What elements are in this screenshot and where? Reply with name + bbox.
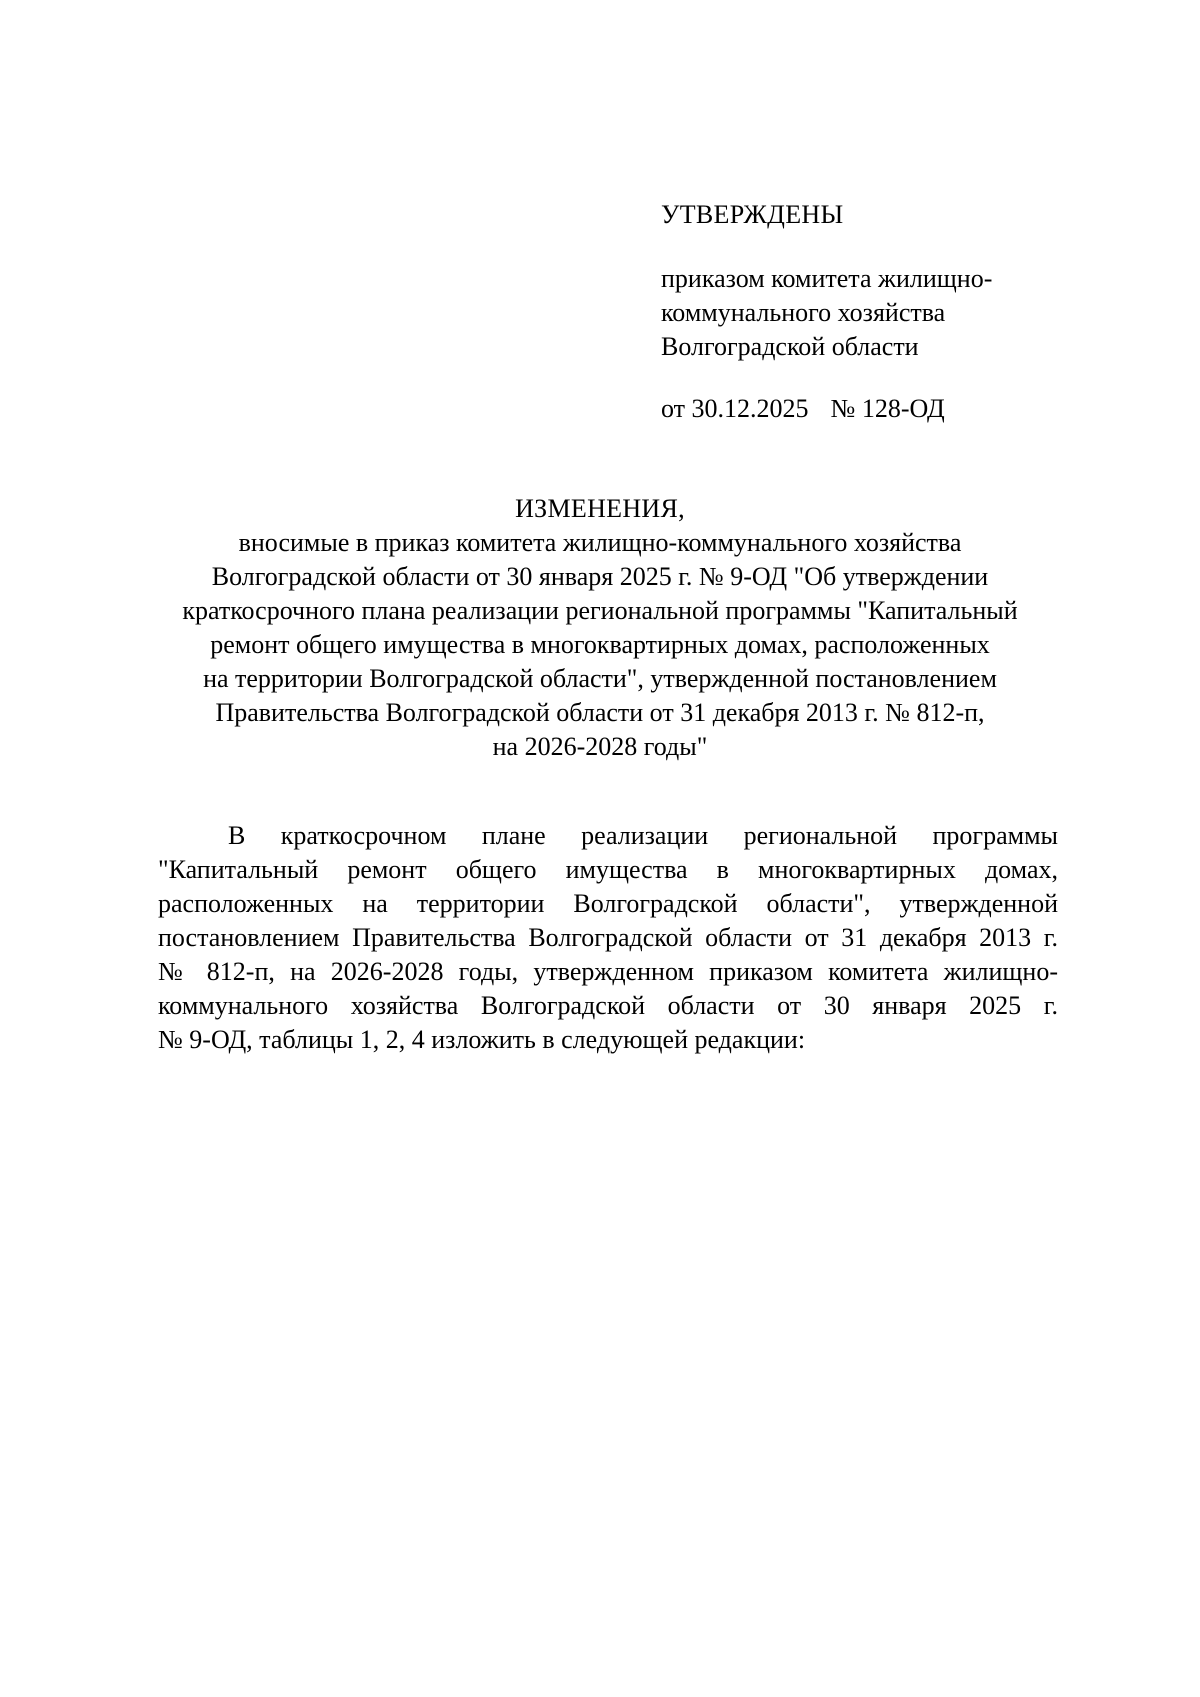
heading-line: краткосрочного плана реализации региональной программы "Капитальный [182, 596, 1018, 625]
approval-authority-line: Волгоградской области [661, 332, 919, 361]
approval-authority-line: приказом комитета жилищно- [661, 264, 993, 293]
approval-authority [661, 262, 1081, 364]
approval-number: № 128-ОД [830, 394, 945, 423]
approval-date: от 30.12.2025 [661, 394, 809, 423]
document-title: ИЗМЕНЕНИЯ, [515, 494, 685, 523]
body-line: В краткосрочном плане реализации региональной программы [228, 821, 1058, 850]
body-line: коммунального хозяйства Волгоградской области от 30 января 2025 г. [158, 991, 1058, 1020]
heading-line: Волгоградской области от 30 января 2025 г. № 9-ОД "Об утверждении [211, 562, 989, 591]
body-line: № 812-п, на 2026-2028 годы, утвержденном приказом комитета жилищно- [158, 957, 1058, 986]
body-line: постановлением Правительства Волгоградской области от 31 декабря 2013 г. [158, 923, 1058, 952]
approval-authority-line: коммунального хозяйства [661, 298, 946, 327]
body-line: расположенных на территории Волгоградской области", утвержденной [158, 889, 1058, 918]
heading-line: Правительства Волгоградской области от 31 декабря 2013 г. № 812-п, [215, 698, 985, 727]
heading-line: ремонт общего имущества в многоквартирных домах, расположенных [210, 630, 990, 659]
body-line: "Капитальный ремонт общего имущества в многоквартирных домах, [158, 855, 1058, 884]
heading-line: вносимые в приказ комитета жилищно-коммунального хозяйства [238, 528, 962, 557]
document-heading [140, 492, 1060, 764]
body-paragraph [158, 819, 1058, 1057]
heading-line: на территории Волгоградской области", утвержденной постановлением [203, 664, 997, 693]
body-line: № 9-ОД, таблицы 1, 2, 4 изложить в следующей редакции: [158, 1025, 806, 1054]
approval-title: УТВЕРЖДЕНЫ [661, 200, 844, 229]
heading-line: на 2026-2028 годы" [492, 732, 708, 761]
approval-reference [661, 392, 1081, 426]
approval-stamp-block [661, 198, 1081, 426]
